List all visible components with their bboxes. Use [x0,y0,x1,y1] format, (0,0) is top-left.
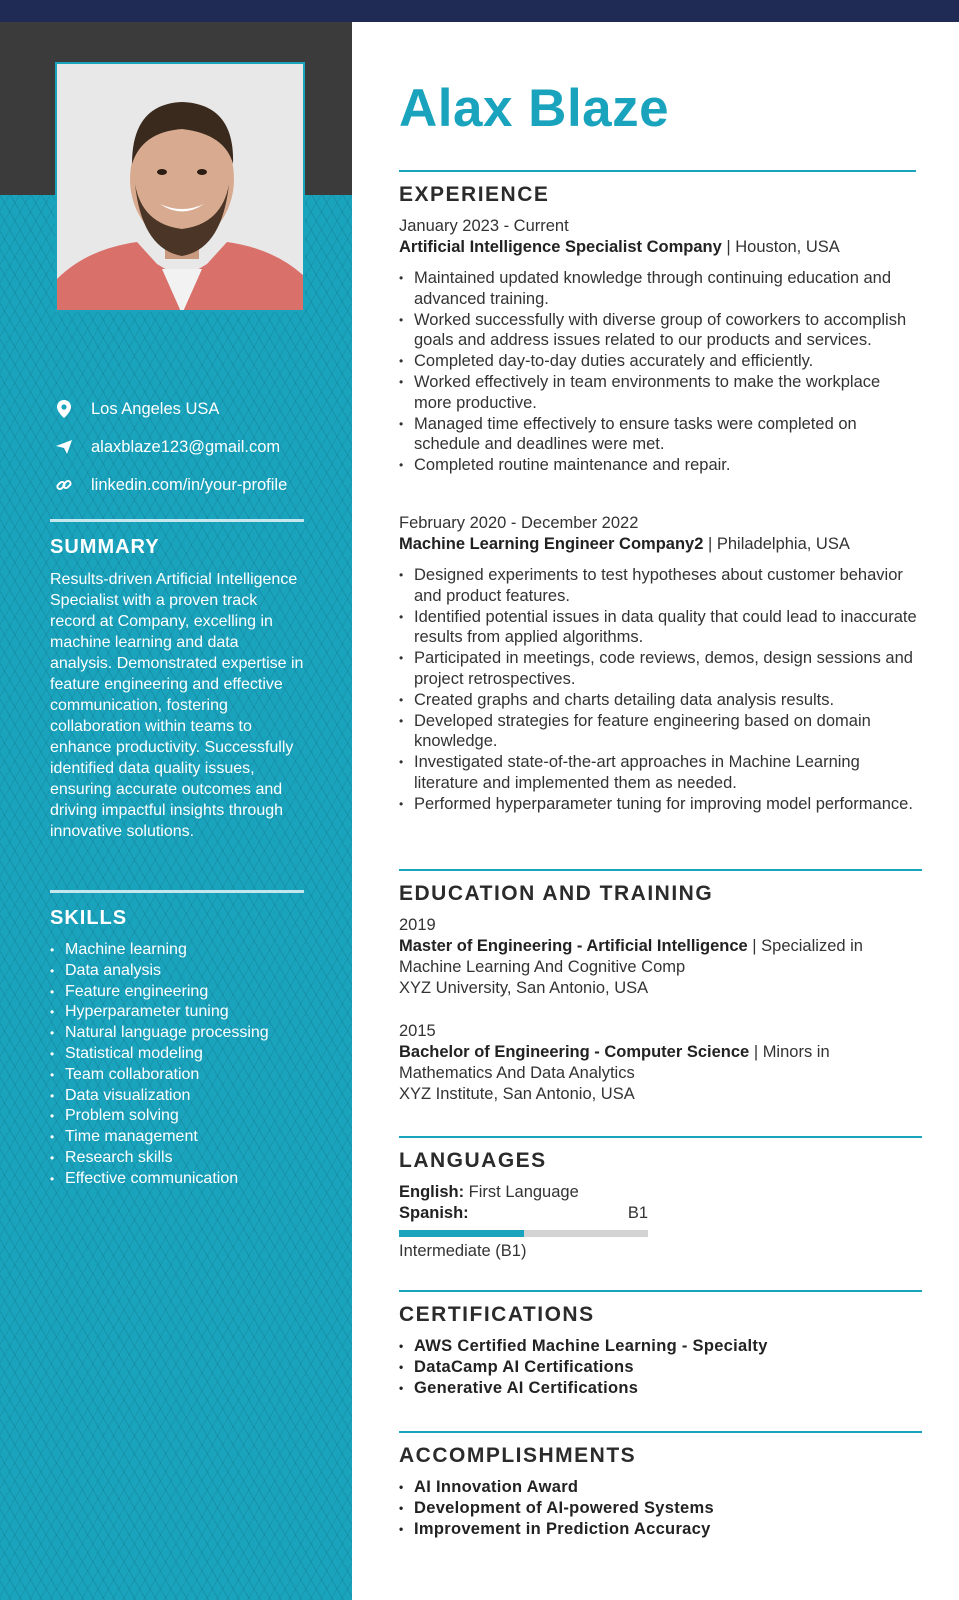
job-bullet: • Investigated state-of-the-art approaches in Machine Learning literature and implemented them as needed. [399,752,922,794]
education-detail: | Specialized in Machine Learning And Cognitive Comp [399,937,863,976]
job-bullets [399,565,922,815]
skill-item: • Problem solving [50,1106,304,1127]
job-bullet: • Designed experiments to test hypotheses about customer behavior and product features. [399,565,922,607]
divider [399,1431,922,1433]
divider [399,1136,922,1138]
skill-item: • Team collaboration [50,1065,304,1086]
job-bullet: • Completed routine maintenance and repair. [399,455,916,476]
divider [399,869,922,871]
job-bullet: • Performed hyperparameter tuning for improving model performance. [399,794,922,815]
education-section [399,869,922,1105]
skill-item: • Machine learning [50,940,304,961]
link-icon [52,473,76,497]
education-entry [399,1021,922,1105]
divider [399,170,916,172]
language-spanish-desc: Intermediate (B1) [399,1242,527,1260]
language-proficiency-bar [399,1230,648,1237]
certification-item: • DataCamp AI Certifications [399,1357,922,1378]
top-bar [0,0,959,22]
skill-item: • Data analysis [50,961,304,982]
certifications-heading: CERTIFICATIONS [399,1303,595,1326]
skills-heading: SKILLS [50,907,128,929]
accomplishments-heading: ACCOMPLISHMENTS [399,1444,637,1467]
job-bullet: • Developed strategies for feature engineering based on domain knowledge. [399,711,922,753]
skill-item: • Feature engineering [50,982,304,1003]
skill-item: • Time management [50,1127,304,1148]
job-bullet: • Worked successfully with diverse group of coworkers to accomplish goals and address issues related to our products and services. [399,310,916,352]
skill-item: • Hyperparameter tuning [50,1002,304,1023]
divider [50,890,304,893]
accomplishments-list [399,1477,922,1539]
candidate-name: Alax Blaze [399,79,670,138]
education-school: XYZ Institute, San Antonio, USA [399,1085,635,1103]
contact-list [50,390,340,504]
certification-item: • Generative AI Certifications [399,1378,922,1399]
contact-linkedin-text[interactable]: linkedin.com/in/your-profile [91,475,288,494]
portrait-image [57,64,305,312]
skill-item: • Natural language processing [50,1023,304,1044]
certifications-list [399,1336,922,1398]
skill-item: • Effective communication [50,1169,304,1190]
skills-section [50,890,304,1190]
skill-item: • Data visualization [50,1086,304,1107]
education-degree-line [399,1042,922,1084]
language-english-label: English: [399,1183,465,1201]
accomplishment-item: • Improvement in Prediction Accuracy [399,1519,922,1540]
job-location: | Houston, USA [721,238,840,256]
summary-text: Results-driven Artificial Intelligence Specialist with a proven track record at Company, excelling in machine learning and data analysis. Demonstrated expertise in feature engineering and effective communication, fostering collaboration within teams to enhance productivity. Successfully identified data quality issues, ensuring accurate outcomes and driving impactful insights through innovative solutions. [50,571,304,840]
accomplishment-item: • AI Innovation Award [399,1477,922,1498]
language-spanish-level: B1 [627,1204,648,1222]
contact-email-text[interactable]: alaxblaze123@gmail.com [91,437,281,456]
job-company: Machine Learning Engineer Company2 [399,535,704,553]
language-english-value: First Language [464,1183,579,1201]
contact-location [50,390,340,428]
job-bullet: • Managed time effectively to ensure tasks were completed on schedule and deadlines were met. [399,414,916,456]
summary-section [50,519,304,842]
profile-photo [55,62,305,312]
education-year: 2019 [399,916,436,934]
languages-heading: LANGUAGES [399,1149,547,1172]
language-proficiency-fill [399,1230,524,1237]
accomplishment-item: • Development of AI-powered Systems [399,1498,922,1519]
experience-heading: EXPERIENCE [399,183,550,206]
education-heading: EDUCATION AND TRAINING [399,882,714,905]
education-year: 2015 [399,1022,436,1040]
contact-location-text: Los Angeles USA [91,399,220,418]
education-entry [399,915,922,999]
certification-item: • AWS Certified Machine Learning - Specialty [399,1336,922,1357]
education-detail: | Minors in Mathematics And Data Analytics [399,1043,830,1082]
accomplishments-section [399,1431,922,1539]
education-degree: Bachelor of Engineering - Computer Science [399,1043,750,1061]
skill-item: • Research skills [50,1148,304,1169]
certifications-section [399,1290,922,1398]
job-dates: February 2020 - December 2022 [399,514,639,532]
education-school: XYZ University, San Antonio, USA [399,979,649,997]
job-bullet: • Completed day-to-day duties accurately and efficiently. [399,351,916,372]
job-bullet: • Created graphs and charts detailing data analysis results. [399,690,922,711]
job-bullet: • Maintained updated knowledge through continuing education and advanced training. [399,268,916,310]
job-bullet: • Worked effectively in team environments to make the workplace more productive. [399,372,916,414]
experience-section [399,170,916,476]
languages-section [399,1136,922,1262]
job-bullet: • Identified potential issues in data quality that could lead to inaccurate results from applied algorithms. [399,607,922,649]
summary-heading: SUMMARY [50,536,160,558]
language-spanish-label: Spanish: [399,1204,469,1222]
job-company: Artificial Intelligence Specialist Company [399,238,722,256]
job-location: | Philadelphia, USA [703,535,850,553]
language-english [399,1182,922,1203]
job-title-line [399,534,922,555]
education-degree: Master of Engineering - Artificial Intelligence [399,937,748,955]
job-entry [399,216,916,476]
job-bullet: • Participated in meetings, code reviews, demos, design sessions and project retrospectives. [399,648,922,690]
language-spanish [399,1203,648,1224]
job-bullets [399,268,916,476]
skill-item: • Statistical modeling [50,1044,304,1065]
job-title-line [399,237,916,258]
job-entry-2 [399,513,922,815]
divider [50,519,304,522]
contact-linkedin[interactable] [50,466,340,504]
job-dates: January 2023 - Current [399,217,569,235]
location-pin-icon [52,397,76,421]
contact-email[interactable] [50,428,340,466]
divider [399,1290,922,1292]
skills-list [50,940,304,1190]
send-icon [52,435,76,459]
education-degree-line [399,936,922,978]
